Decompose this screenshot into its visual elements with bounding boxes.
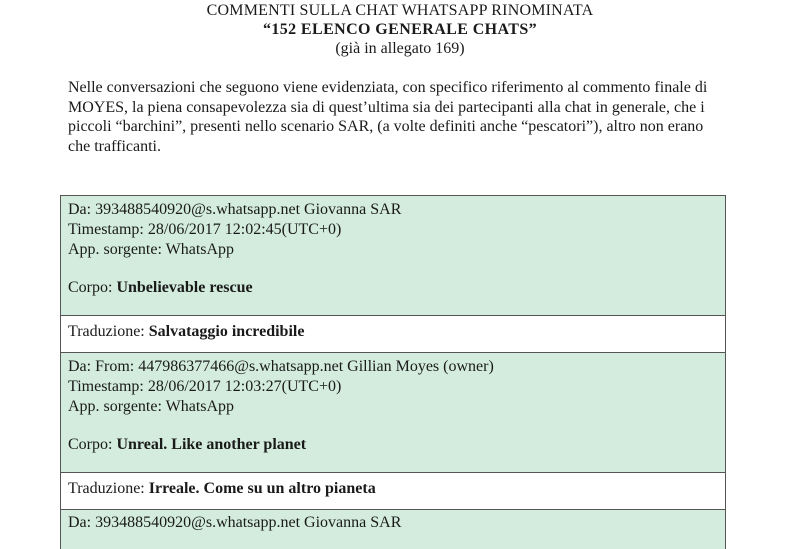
document-subtitle: “152 ELENCO GENERALE CHATS” (262, 21, 538, 38)
message-from: Da: 393488540920@s.whatsapp.net Giovanna SAR (68, 201, 402, 218)
translation-label: Traduzione: (68, 480, 149, 497)
body-label: Corpo: (68, 279, 117, 296)
message-row (61, 195, 725, 315)
message-body (68, 278, 725, 298)
message-row-partial (61, 509, 725, 549)
message-app: App. sorgente: WhatsApp (68, 241, 235, 258)
intro-line: Nelle conversazioni che seguono viene evidenziata, con specifico riferimento al commento finale di (68, 79, 708, 96)
body-text: Unbelievable rescue (116, 279, 253, 296)
intro-line: piccoli “barchini”, presenti nello scenario SAR, (a volte definiti anche “pescatori”), altro non erano (68, 118, 704, 135)
body-text: Unreal. Like another planet (116, 436, 307, 453)
message-body (68, 435, 725, 455)
message-from: Da: 393488540920@s.whatsapp.net Giovanna SAR (68, 514, 402, 531)
message-timestamp: Timestamp: 28/06/2017 12:02:45(UTC+0) (68, 221, 342, 238)
translation-label: Traduzione: (68, 323, 149, 340)
document-title: COMMENTI SULLA CHAT WHATSAPP RINOMINATA (206, 2, 594, 19)
chat-table (60, 195, 726, 549)
translation-row (61, 472, 725, 509)
message-app: App. sorgente: WhatsApp (68, 398, 235, 415)
translation-row (61, 315, 725, 352)
message-row (61, 352, 725, 472)
message-timestamp: Timestamp: 28/06/2017 12:03:27(UTC+0) (68, 378, 342, 395)
message-from: Da: From: 447986377466@s.whatsapp.net Gillian Moyes (owner) (68, 358, 494, 375)
body-label: Corpo: (68, 436, 117, 453)
intro-paragraph (68, 78, 768, 156)
document-reference: (già in allegato 169) (335, 40, 465, 57)
translation-text: Salvataggio incredibile (148, 323, 305, 340)
translation-text: Irreale. Come su un altro pianeta (148, 480, 376, 497)
intro-line: che trafficanti. (68, 137, 161, 155)
intro-line: MOYES, la piena consapevolezza sia di quest’ultima sia dei partecipanti alla chat in generale, che i (68, 98, 705, 116)
